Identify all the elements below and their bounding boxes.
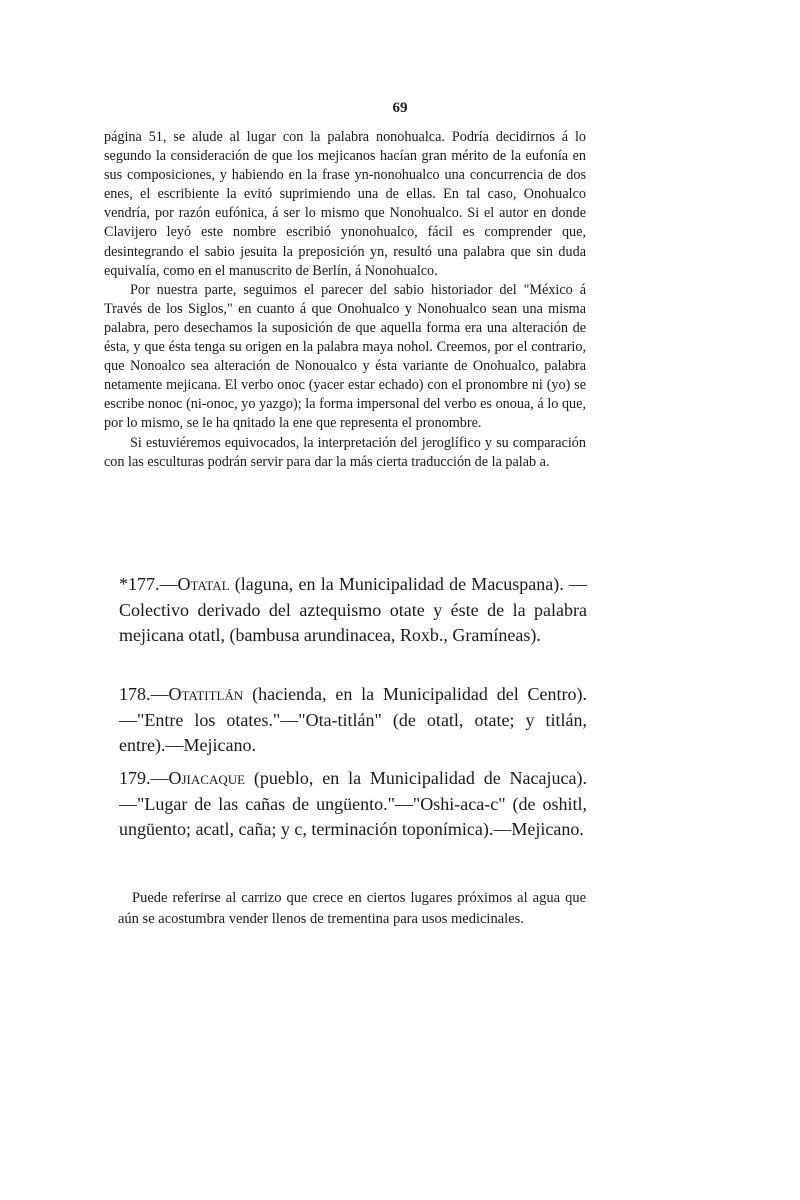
page-number: 69 xyxy=(392,100,408,116)
entry-number: 179.— xyxy=(119,768,169,788)
entry-number: *177.— xyxy=(119,574,178,594)
paragraph-3: Si estuviéremos equivocados, la interpretación del jeroglífico y su comparación con las esculturas podrán servir para dar la más cierta traducción de la palab a. xyxy=(104,434,586,470)
entry-text: (laguna, en la Municipalidad de Macuspana). —Colectivo derivado del aztequismo otate y éste de la palabra mejicana otatl, (bambusa arundinacea, Roxb., Gramíneas). xyxy=(119,574,587,645)
entry-178 xyxy=(119,682,587,759)
entry-headword: Ojiacaque xyxy=(168,768,246,788)
entry-headword: Otatal xyxy=(177,574,230,594)
entry-text: (hacienda, en la Municipalidad del Centro). —"Entre los otates."—"Ota-titlán" (de otatl, otate; y titlán, entre).—Mejicano. xyxy=(119,684,587,755)
paragraph-2: Por nuestra parte, seguimos el parecer del sabio historiador del "México á Través de los Siglos," en cuanto á que Onohualco y Nonohualco sean una misma palabra, pero desechamos la suposición de que aquella forma era una alteración de ésta, y que ésta tenga su origen en la palabra maya nohol. Creemos, por el contrario, que Nonoalco sea alteración de Nonoualco y ésta variante de Onohualco, palabra netamente mejicana. El verbo onoc (yacer estar echado) con el pronombre ni (yo) se escribe nonoc (ni-onoc, yo yazgo); la forma impersonal del verbo es onoua, á lo que, por lo mismo, se le ha qnitado la ene que representa el pronombre. xyxy=(104,281,586,432)
entry-number: 178.— xyxy=(119,684,169,704)
entry-179 xyxy=(119,766,587,843)
entry-177 xyxy=(119,572,587,649)
body-text xyxy=(104,128,586,472)
note-text: Puede referirse al carrizo que crece en ciertos lugares próximos al agua que aún se acostumbra vender llenos de trementina para usos medicinales. xyxy=(118,890,586,927)
entry-text: (pueblo, en la Municipalidad de Nacajuca). —"Lugar de las cañas de ungüento."—"Oshi-aca-c" (de oshitl, ungüento; acatl, caña; y c, terminación toponímica).—Mejicano. xyxy=(119,768,587,839)
closing-note xyxy=(118,888,586,930)
paragraph-1: página 51, se alude al lugar con la palabra nonohualca. Podría decidirnos á lo segundo la consideración de que los mejicanos hacían gran mérito de la eufonía en sus composiciones, y habiendo en la frase yn-nonohualco una concurrencia de dos enes, el escribiente la evitó suprimiendo una de ellas. En tal caso, Onohualco vendría, por razón eufónica, á ser lo mismo que Nonohualco. Si el autor en donde Clavijero leyó este nombre escribió ynonohualco, fácil es comprender que, desintegrando el sabio jesuita la preposición yn, resultó una palabra que sin duda equivalía, como en el manuscrito de Berlín, á Nonohualco. xyxy=(104,129,586,279)
entry-headword: Otatitlán xyxy=(168,684,244,704)
